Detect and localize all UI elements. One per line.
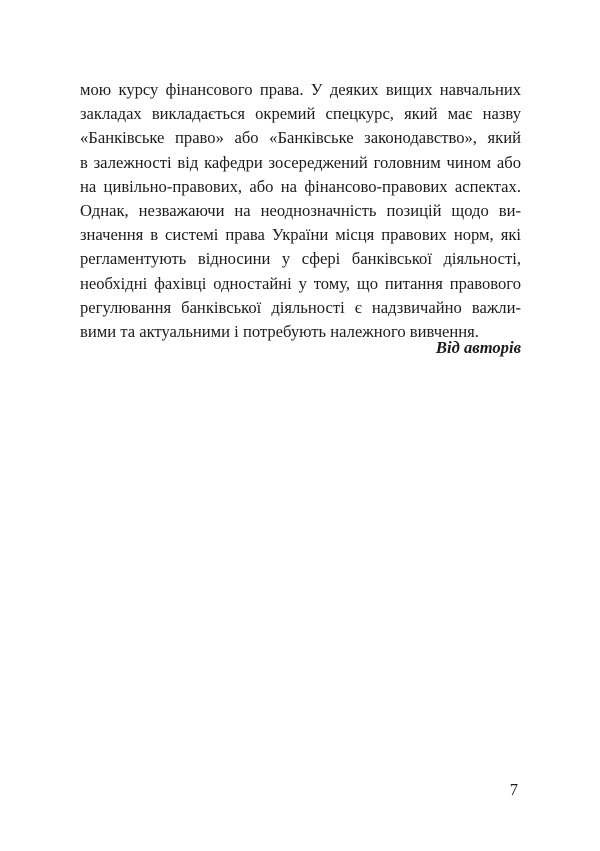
paragraph-line: мою курсу фінансового права. У деяких вищих навчальних [80, 80, 521, 99]
authors-signature: Від авторів [435, 338, 521, 357]
page-number: 7 [509, 780, 518, 799]
paragraph-line: «Банківське право» або «Банківське законодавство», який [80, 128, 521, 148]
paragraph-line: значення в системі права України місця правових норм, які [80, 225, 521, 245]
paragraph-line: необхідні фахівці одностайні у тому, що питання правового [80, 273, 521, 293]
body-paragraph [80, 78, 521, 344]
paragraph-line: регулювання банківської діяльності є надзвичайно важли- [80, 297, 521, 317]
paragraph-line: в залежності від кафедри зосереджений головним чином або [80, 152, 521, 172]
paragraph-line: Однак, незважаючи на неоднозначність позицій щодо ви- [80, 201, 521, 221]
paragraph-line: на цивільно-правових, або на фінансово-правових аспектах. [80, 176, 521, 196]
paragraph-line: закладах викладається окремий спецкурс, який має назву [80, 104, 521, 124]
paragraph-line: регламентують відносини у сфері банківської діяльності, [80, 249, 521, 269]
paragraph-line: вими та актуальними і потребують належного вивчення. [80, 322, 479, 342]
